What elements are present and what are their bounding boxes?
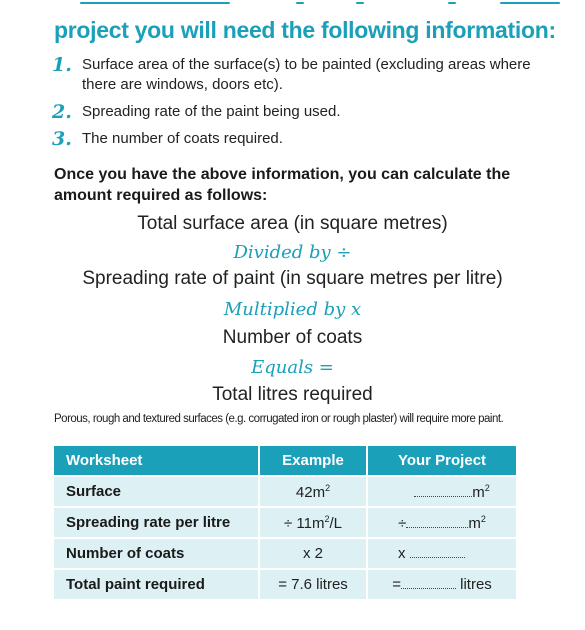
list-item	[52, 102, 532, 122]
step-text: Spreading rate of the paint being used.	[82, 103, 341, 120]
table-row	[54, 569, 516, 599]
project-entry[interactable]: = litres	[367, 569, 516, 599]
section-heading: project you will need the following information:	[54, 17, 556, 43]
calc-op-equals: Equals =	[251, 357, 334, 378]
requirements-list	[52, 55, 532, 156]
calc-op-multiply: Multiplied by x	[223, 299, 362, 320]
row-label: Total paint required	[54, 569, 259, 599]
example-value: = 7.6 litres	[259, 569, 367, 599]
table-row	[54, 538, 516, 569]
header-worksheet: Worksheet	[54, 446, 259, 476]
step-number: 3.	[52, 128, 72, 150]
step-text: Surface area of the surface(s) to be painted (excluding areas where there are windows, doors etc).	[82, 56, 531, 93]
project-entry[interactable]: ÷ $m^2$	[367, 507, 516, 538]
porous-surface-note: Porous, rough and textured surfaces (e.g. corrugated iron or rough plaster) will require more paint.	[54, 413, 504, 425]
project-entry[interactable]: $m^2$	[367, 476, 516, 507]
example-value: ÷ $11m^2/L$	[259, 507, 367, 538]
calc-line-surface-area: Total surface area (in square metres)	[137, 213, 448, 234]
calculation-intro: Once you have the above information, you can calculate the amount required as follows:	[54, 166, 511, 204]
row-label: Surface	[54, 476, 259, 507]
list-item	[52, 55, 532, 95]
worksheet-table	[54, 446, 516, 599]
header-example: Example	[259, 446, 367, 476]
example-value: x 2	[259, 538, 367, 569]
step-text: The number of coats required.	[82, 130, 283, 147]
header-your-project: Your Project	[367, 446, 516, 476]
row-label: Spreading rate per litre	[54, 507, 259, 538]
row-label: Number of coats	[54, 538, 259, 569]
example-value: $42m^2$	[259, 476, 367, 507]
list-item	[52, 129, 532, 149]
calc-line-spreading-rate: Spreading rate of paint (in square metres per litre)	[82, 268, 503, 289]
top-decorative-line	[0, 0, 585, 8]
calc-line-total: Total litres required	[212, 384, 373, 405]
table-row	[54, 507, 516, 538]
table-row	[54, 476, 516, 507]
calc-line-coats: Number of coats	[222, 327, 363, 348]
calc-op-divide: Divided by ÷	[233, 242, 352, 263]
project-entry[interactable]: x	[367, 538, 516, 569]
step-number: 1.	[52, 54, 72, 76]
step-number: 2.	[52, 101, 72, 123]
table-header-row	[54, 446, 516, 476]
